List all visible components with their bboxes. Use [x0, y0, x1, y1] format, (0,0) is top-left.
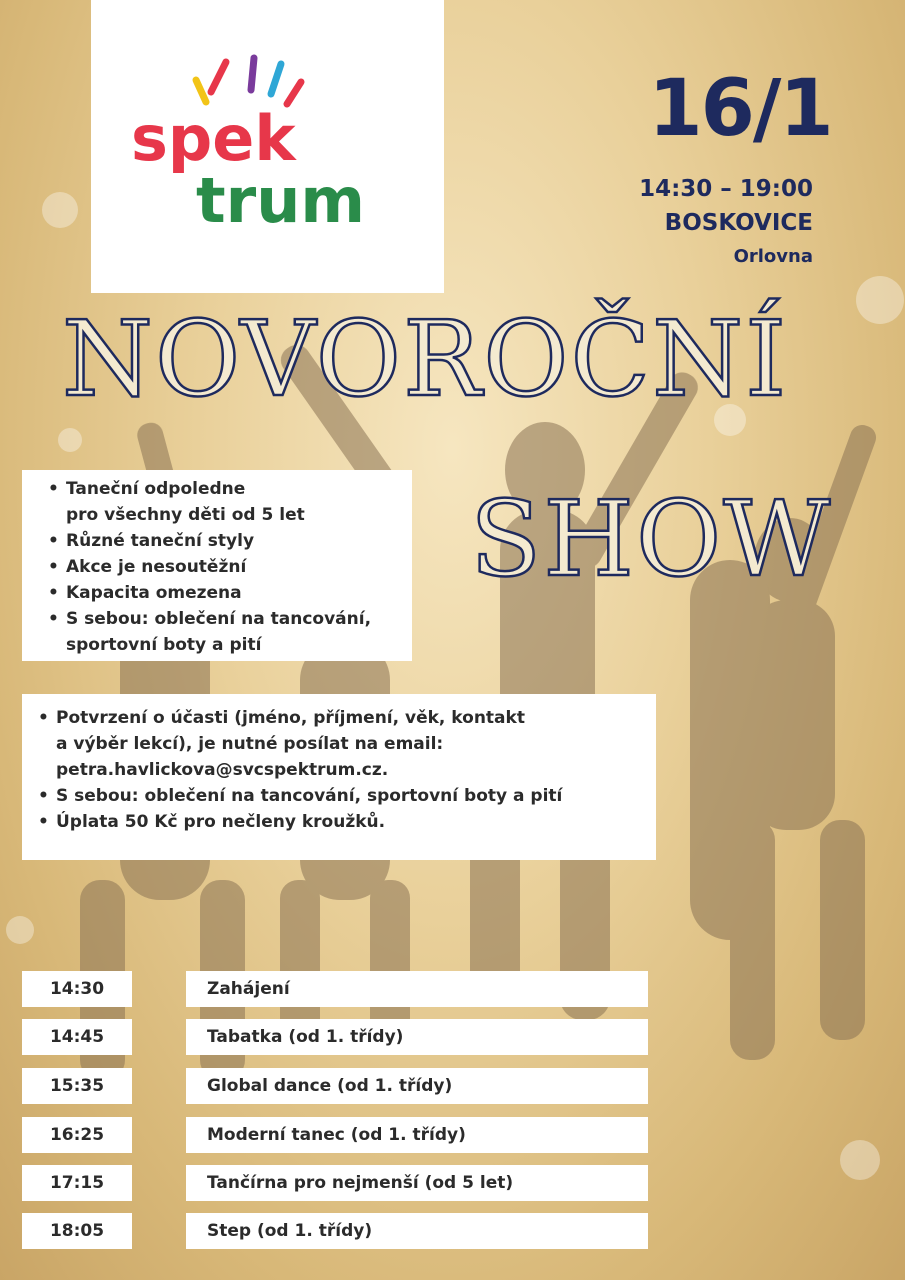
schedule-activity: Zahájení — [186, 971, 648, 1007]
info2-item-continued: a výběr lekcí), je nutné posílat na email: — [56, 734, 444, 754]
info-box-2 — [22, 694, 656, 860]
info-list-1 — [44, 476, 371, 658]
schedule-time: 18:05 — [22, 1213, 132, 1249]
event-date: 16/1 — [648, 64, 832, 154]
logo-text-top: spek — [131, 102, 296, 175]
info-list-2 — [34, 705, 562, 835]
title-line2: SHOW — [470, 478, 833, 600]
schedule-activity: Moderní tanec (od 1. třídy) — [186, 1117, 648, 1153]
info1-item: • S sebou: oblečení na tancování, — [44, 606, 371, 632]
event-time: 14:30 – 19:00 — [639, 176, 813, 202]
schedule-time: 15:35 — [22, 1068, 132, 1104]
schedule-activity: Tabatka (od 1. třídy) — [186, 1019, 648, 1055]
info2-item: • Potvrzení o účasti (jméno, příjmení, věk, kontakt — [34, 705, 562, 731]
info2-item: • S sebou: oblečení na tancování, sportovní boty a pití — [34, 783, 562, 809]
schedule-activity: Global dance (od 1. třídy) — [186, 1068, 648, 1104]
info1-item-continued: sportovní boty a pití — [66, 635, 262, 655]
info2-item: • Úplata 50 Kč pro nečleny kroužků. — [34, 809, 562, 835]
info1-item: • Akce je nesoutěžní — [44, 554, 371, 580]
schedule-time: 17:15 — [22, 1165, 132, 1201]
event-venue: Orlovna — [733, 246, 813, 267]
info2-email[interactable]: petra.havlickova@svcspektrum.cz. — [56, 760, 389, 780]
info1-item: • Taneční odpoledne — [44, 476, 371, 502]
title-line1: NOVOROČNÍ — [62, 298, 789, 420]
schedule-time: 16:25 — [22, 1117, 132, 1153]
schedule-activity: Tančírna pro nejmenší (od 5 let) — [186, 1165, 648, 1201]
info1-item-continued: pro všechny děti od 5 let — [66, 505, 305, 525]
schedule-time: 14:45 — [22, 1019, 132, 1055]
info-box-1 — [22, 470, 412, 661]
schedule-time: 14:30 — [22, 971, 132, 1007]
event-city: BOSKOVICE — [664, 210, 813, 236]
info1-item: • Různé taneční styly — [44, 528, 371, 554]
logo-box — [91, 0, 444, 293]
logo-text-bottom: trum — [196, 164, 365, 237]
spektrum-logo — [91, 0, 444, 293]
schedule-activity: Step (od 1. třídy) — [186, 1213, 648, 1249]
info1-item: • Kapacita omezena — [44, 580, 371, 606]
